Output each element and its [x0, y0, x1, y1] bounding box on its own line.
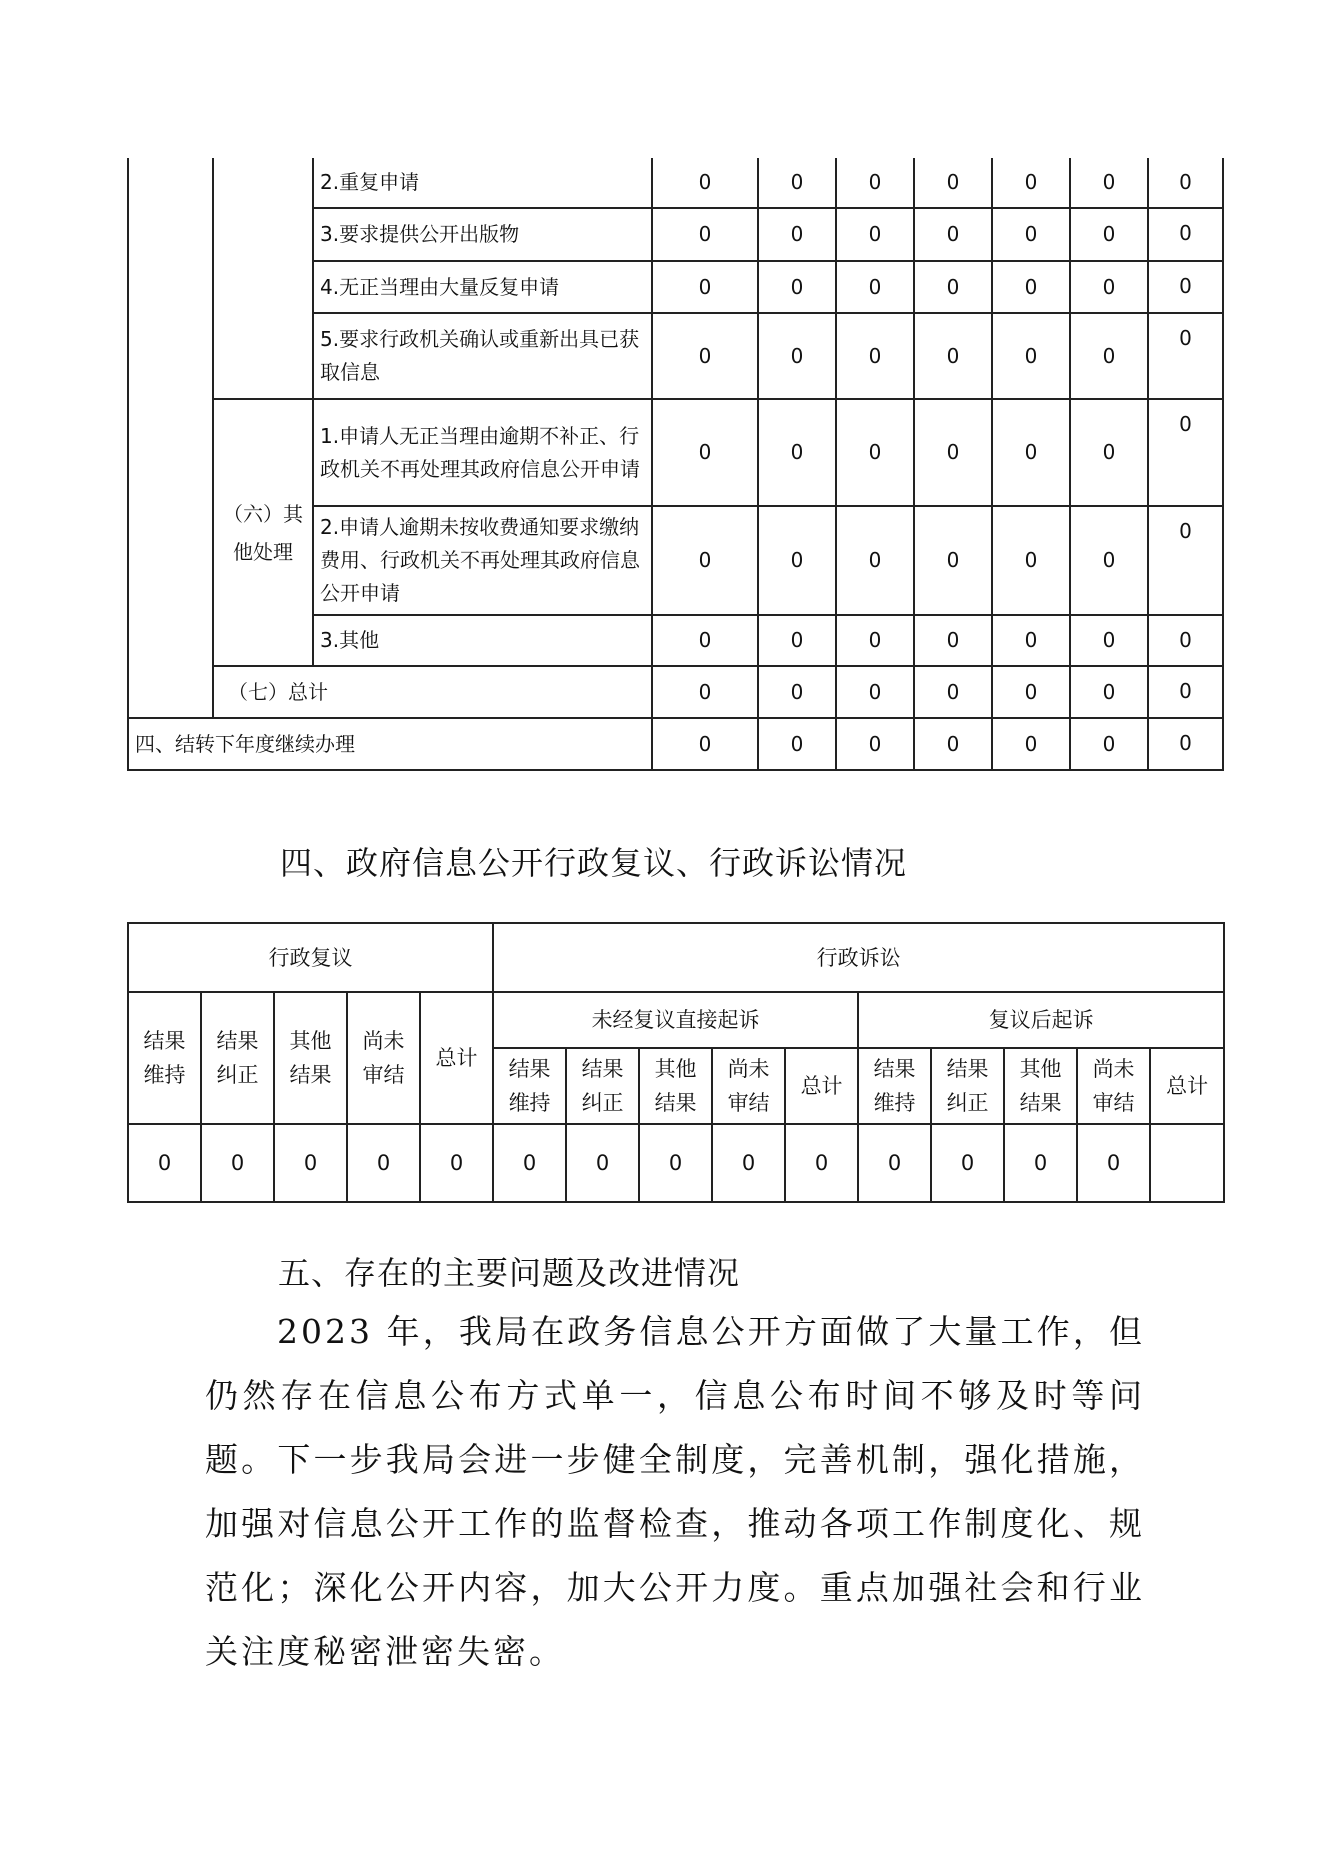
row-label: 2.申请人逾期未按收费通知要求缴纳费用、行政机关不再处理其政府信息公开申请 — [313, 506, 652, 615]
value-cell: 0 — [758, 506, 836, 615]
section-5-paragraph: 2023 年，我局在政务信息公开方面做了大量工作，但仍然存在信息公布方式单一，信息公布时间不够及时等问题。下一步我局会进一步健全制度，完善机制，强化措施，加强对信息公开工作的监督检查，推动各项工作制度化、规范化；深化公开内容，加大公开力度。重点加强社会和行业关注度秘密泄密失密。 — [205, 1312, 1145, 1671]
litigation-column-header: 总计 — [1150, 1048, 1224, 1124]
value-cell: 0 — [201, 1124, 274, 1202]
value-cell: 0 — [914, 208, 992, 261]
review-column-header: 结果 纠正 — [201, 992, 274, 1124]
litigation-column-header: 尚未 审结 — [712, 1048, 785, 1124]
value-cell: 0 — [785, 1124, 858, 1202]
review-column-header: 其他 结果 — [274, 992, 347, 1124]
litigation-column-header: 结果 维持 — [493, 1048, 566, 1124]
review-column-header: 尚未 审结 — [347, 992, 420, 1124]
value-cell: 0 — [1070, 158, 1148, 208]
value-cell: 0 — [1077, 1124, 1150, 1202]
value-cell: 0 — [1070, 666, 1148, 718]
value-cell: 0 — [836, 261, 914, 313]
value-cell: 0 — [914, 718, 992, 770]
value-cell: 0 — [652, 158, 758, 208]
value-cell: 0 — [1148, 313, 1223, 399]
value-cell: 0 — [758, 666, 836, 718]
value-cell: 0 — [1148, 615, 1223, 666]
row-label: 3.其他 — [313, 615, 652, 666]
value-cell: 0 — [992, 208, 1070, 261]
value-cell: 0 — [992, 261, 1070, 313]
value-cell: 0 — [914, 399, 992, 506]
litigation-column-header: 总计 — [785, 1048, 858, 1124]
value-cell: 0 — [992, 718, 1070, 770]
category-other-processing: （六）其他处理 — [213, 399, 313, 666]
value-cell: 0 — [652, 399, 758, 506]
value-cell: 0 — [914, 615, 992, 666]
carryover-label: 四、结转下年度继续办理 — [128, 718, 652, 770]
value-cell: 0 — [992, 615, 1070, 666]
value-cell: 0 — [1070, 399, 1148, 506]
litigation-column-header: 其他 结果 — [1004, 1048, 1077, 1124]
value-cell: 0 — [1148, 666, 1223, 718]
value-cell: 0 — [914, 158, 992, 208]
value-cell — [1150, 1124, 1224, 1202]
outer-category-cell — [128, 158, 213, 718]
value-cell: 0 — [566, 1124, 639, 1202]
value-cell: 0 — [836, 666, 914, 718]
litigation-column-header: 结果 维持 — [858, 1048, 931, 1124]
value-cell: 0 — [128, 1124, 201, 1202]
value-cell: 0 — [836, 208, 914, 261]
value-cell: 0 — [758, 158, 836, 208]
direct-suit-header: 未经复议直接起诉 — [493, 992, 858, 1048]
review-litigation-table — [127, 922, 1225, 1203]
value-cell: 0 — [420, 1124, 493, 1202]
value-cell: 0 — [1148, 158, 1223, 208]
section-4-title: 四、政府信息公开行政复议、行政诉讼情况 — [280, 844, 908, 882]
value-cell: 0 — [914, 666, 992, 718]
total-row — [128, 666, 1223, 718]
value-cell: 0 — [992, 666, 1070, 718]
value-cell: 0 — [992, 506, 1070, 615]
processing-results-table — [127, 158, 1224, 771]
value-cell: 0 — [493, 1124, 566, 1202]
value-cell: 0 — [652, 615, 758, 666]
value-cell: 0 — [1070, 506, 1148, 615]
row-label: 1.申请人无正当理由逾期不补正、行政机关不再处理其政府信息公开申请 — [313, 399, 652, 506]
value-cell: 0 — [1148, 506, 1223, 615]
value-cell: 0 — [1070, 313, 1148, 399]
table-row — [128, 399, 1223, 506]
value-cell: 0 — [758, 208, 836, 261]
value-cell: 0 — [758, 615, 836, 666]
value-cell: 0 — [1070, 208, 1148, 261]
value-cell: 0 — [992, 313, 1070, 399]
value-cell: 0 — [652, 313, 758, 399]
value-cell: 0 — [652, 718, 758, 770]
total-label: （七）总计 — [213, 666, 652, 718]
value-cell: 0 — [992, 399, 1070, 506]
value-cell: 0 — [836, 506, 914, 615]
value-cell: 0 — [914, 506, 992, 615]
value-cell: 0 — [931, 1124, 1004, 1202]
section-5-title: 五、存在的主要问题及改进情况 — [278, 1254, 741, 1292]
value-cell: 0 — [652, 208, 758, 261]
table-row — [128, 158, 1223, 208]
value-cell: 0 — [1148, 261, 1223, 313]
litigation-header: 行政诉讼 — [493, 923, 1224, 992]
row-label: 2.重复申请 — [313, 158, 652, 208]
value-cell: 0 — [347, 1124, 420, 1202]
value-cell: 0 — [758, 718, 836, 770]
review-column-header: 结果 维持 — [128, 992, 201, 1124]
value-cell: 0 — [836, 313, 914, 399]
litigation-column-header: 尚未 审结 — [1077, 1048, 1150, 1124]
value-cell: 0 — [652, 666, 758, 718]
value-cell: 0 — [836, 399, 914, 506]
review-header: 行政复议 — [128, 923, 493, 992]
value-cell: 0 — [914, 313, 992, 399]
value-cell: 0 — [914, 261, 992, 313]
value-cell: 0 — [992, 158, 1070, 208]
litigation-column-header: 结果 纠正 — [566, 1048, 639, 1124]
value-cell: 0 — [836, 718, 914, 770]
row-label: 4.无正当理由大量反复申请 — [313, 261, 652, 313]
value-cell: 0 — [639, 1124, 712, 1202]
value-cell: 0 — [1070, 261, 1148, 313]
value-cell: 0 — [1070, 718, 1148, 770]
row-label: 3.要求提供公开出版物 — [313, 208, 652, 261]
value-cell: 0 — [652, 261, 758, 313]
value-cell: 0 — [836, 158, 914, 208]
value-cell: 0 — [274, 1124, 347, 1202]
value-cell: 0 — [1070, 615, 1148, 666]
value-cell: 0 — [758, 313, 836, 399]
row-label: 5.要求行政机关确认或重新出具已获取信息 — [313, 313, 652, 399]
value-cell: 0 — [1148, 399, 1223, 506]
review-column-header: 总计 — [420, 992, 493, 1124]
value-cell: 0 — [1148, 718, 1223, 770]
category-cell-continued — [213, 158, 313, 399]
value-cell: 0 — [836, 615, 914, 666]
litigation-column-header: 其他 结果 — [639, 1048, 712, 1124]
value-cell: 0 — [758, 399, 836, 506]
value-cell: 0 — [712, 1124, 785, 1202]
carryover-row — [128, 718, 1223, 770]
after-review-suit-header: 复议后起诉 — [858, 992, 1224, 1048]
litigation-column-header: 结果 纠正 — [931, 1048, 1004, 1124]
value-cell: 0 — [858, 1124, 931, 1202]
value-cell: 0 — [1148, 208, 1223, 261]
value-cell: 0 — [1004, 1124, 1077, 1202]
value-cell: 0 — [758, 261, 836, 313]
value-cell: 0 — [652, 506, 758, 615]
